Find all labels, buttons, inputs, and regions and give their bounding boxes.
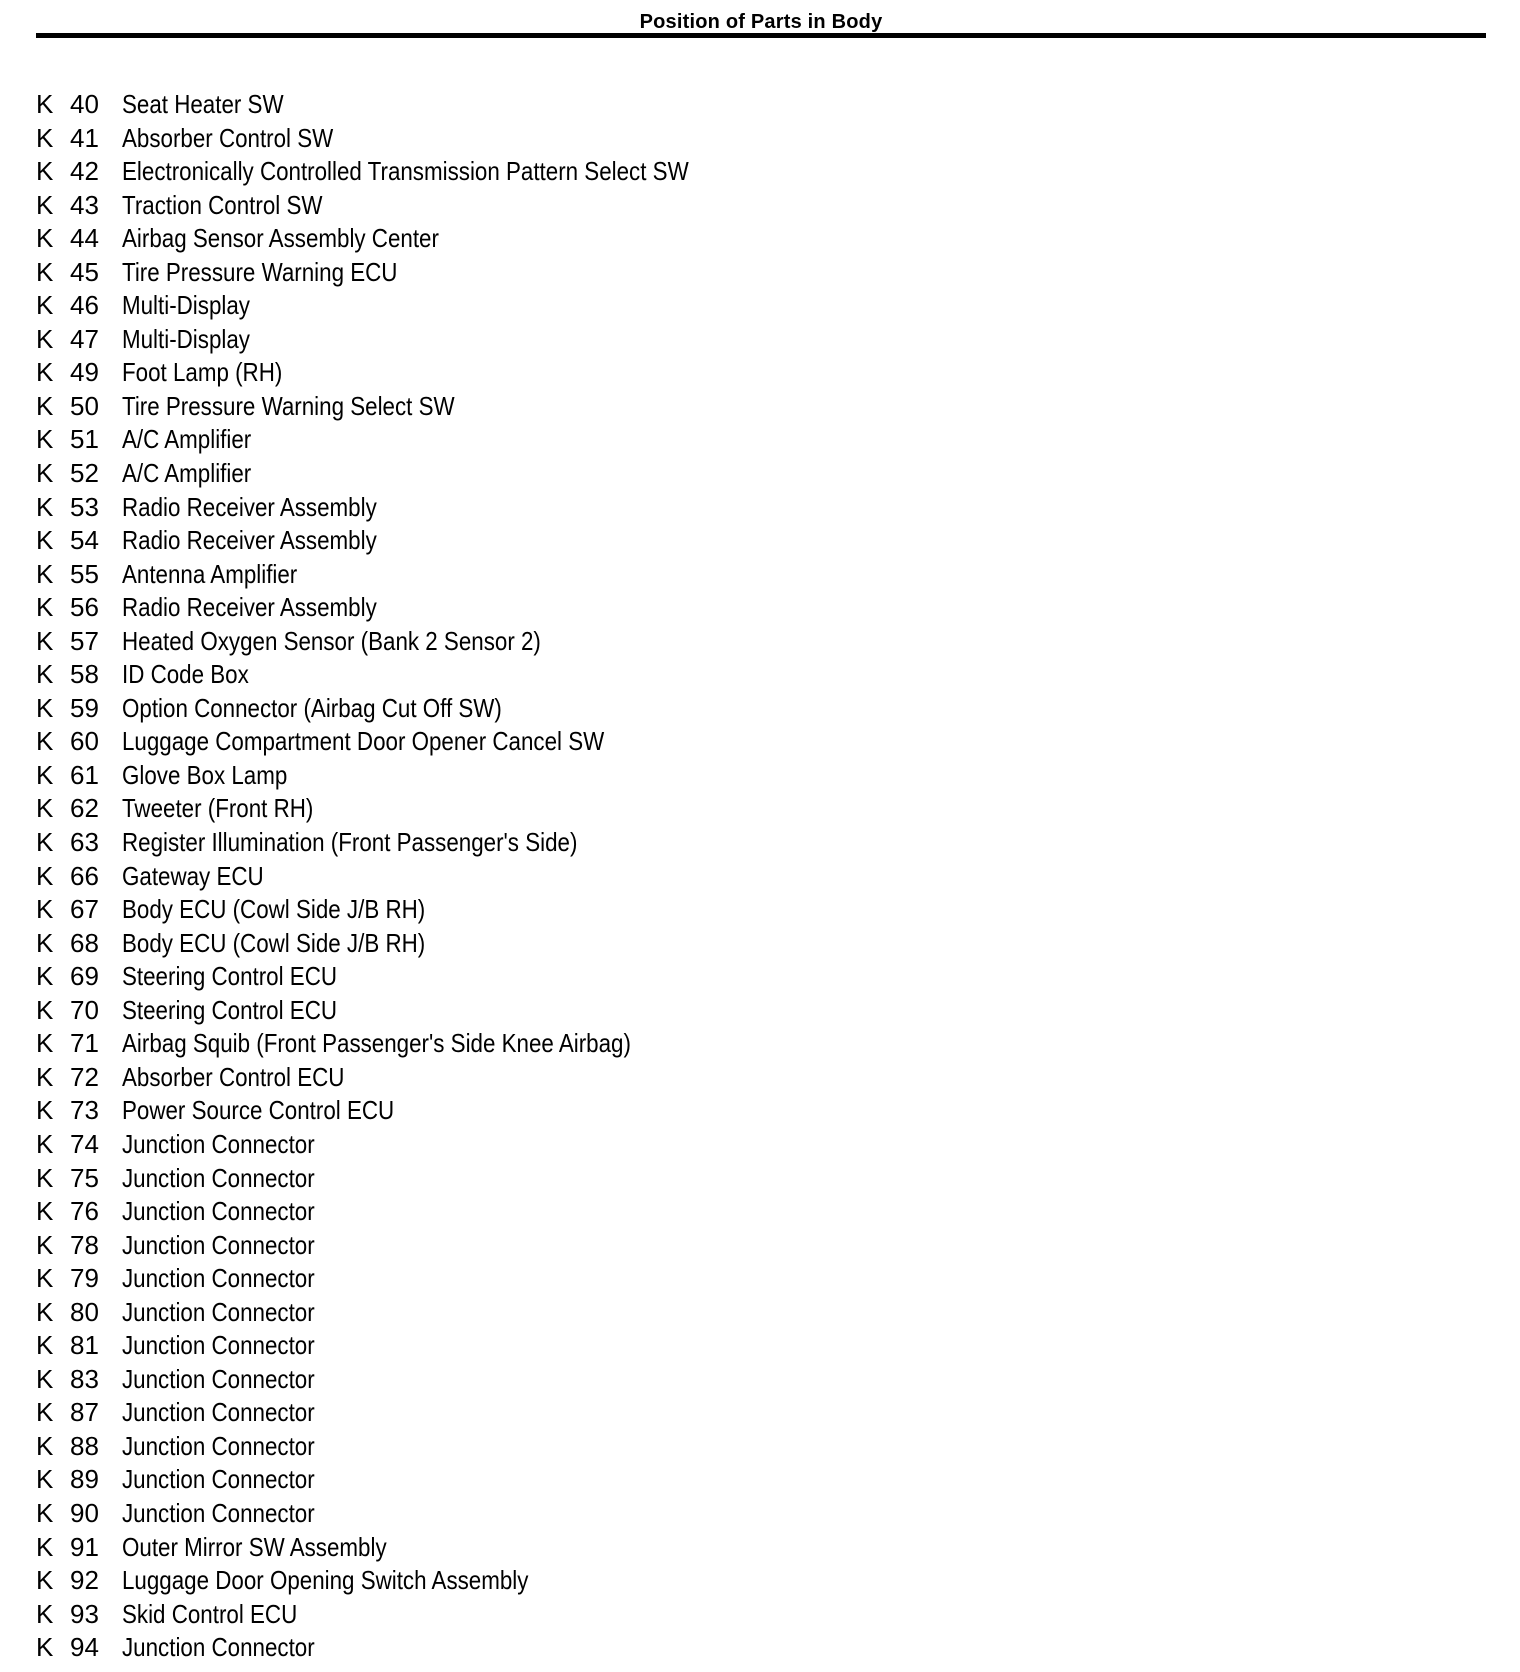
part-number: 41 [70, 122, 99, 153]
part-name: Electronically Controlled Transmission Pattern Select SW [122, 156, 689, 187]
part-name: Junction Connector [122, 1363, 315, 1394]
part-prefix: K [36, 1229, 54, 1260]
part-name: Junction Connector [122, 1162, 315, 1193]
part-name: Junction Connector [122, 1196, 315, 1227]
part-number: 72 [70, 1061, 99, 1092]
part-prefix: K [36, 1263, 54, 1294]
part-prefix: K [36, 726, 54, 757]
part-prefix: K [36, 827, 54, 858]
part-name: Luggage Compartment Door Opener Cancel SW [122, 726, 605, 757]
part-name: Junction Connector [122, 1296, 315, 1327]
part-prefix: K [36, 156, 54, 187]
part-name: Junction Connector [122, 1464, 315, 1495]
part-number: 90 [70, 1497, 99, 1528]
part-number: 83 [70, 1363, 99, 1394]
part-number: 68 [70, 927, 99, 958]
part-name: Body ECU (Cowl Side J/B RH) [122, 927, 426, 958]
part-name: Option Connector (Airbag Cut Off SW) [122, 692, 502, 723]
part-prefix: K [36, 894, 54, 925]
part-name: ID Code Box [122, 659, 249, 690]
part-number: 46 [70, 290, 99, 321]
part-prefix: K [36, 122, 54, 153]
part-name: Junction Connector [122, 1397, 315, 1428]
part-prefix: K [36, 1430, 54, 1461]
part-prefix: K [36, 625, 54, 656]
part-name: Junction Connector [122, 1430, 315, 1461]
part-name: A/C Amplifier [122, 458, 252, 489]
part-prefix: K [36, 558, 54, 589]
part-number: 58 [70, 659, 99, 690]
part-prefix: K [36, 491, 54, 522]
part-name: Seat Heater SW [122, 89, 284, 119]
part-number: 55 [70, 558, 99, 589]
part-prefix: K [36, 223, 54, 254]
part-number: 73 [70, 1095, 99, 1126]
part-name: Radio Receiver Assembly [122, 592, 377, 623]
part-number: 61 [70, 759, 99, 790]
part-name: Steering Control ECU [122, 994, 337, 1025]
part-number: 53 [70, 491, 99, 522]
part-name: Junction Connector [122, 1497, 315, 1528]
part-number: 56 [70, 592, 99, 623]
part-prefix: K [36, 323, 54, 354]
part-number: 49 [70, 357, 99, 388]
part-prefix: K [36, 1095, 54, 1126]
part-prefix: K [36, 961, 54, 992]
part-prefix: K [36, 1397, 54, 1428]
part-name: Glove Box Lamp [122, 759, 288, 790]
part-number: 91 [70, 1531, 99, 1562]
part-prefix: K [36, 256, 54, 287]
part-number: 81 [70, 1330, 99, 1361]
part-name: Junction Connector [122, 1330, 315, 1361]
part-number: 75 [70, 1162, 99, 1193]
part-prefix: K [36, 927, 54, 958]
part-number: 79 [70, 1263, 99, 1294]
part-name: Absorber Control ECU [122, 1061, 345, 1092]
part-name: Traction Control SW [122, 189, 323, 220]
part-prefix: K [36, 1162, 54, 1193]
part-prefix: K [36, 1028, 54, 1059]
part-prefix: K [36, 1061, 54, 1092]
part-prefix: K [36, 525, 54, 556]
part-number: 50 [70, 390, 99, 421]
part-prefix: K [36, 1632, 54, 1663]
part-number: 47 [70, 323, 99, 354]
part-prefix: K [36, 1363, 54, 1394]
part-name: Outer Mirror SW Assembly [122, 1531, 387, 1562]
part-prefix: K [36, 1598, 54, 1629]
page-title: Position of Parts in Body [639, 11, 883, 33]
part-number: 76 [70, 1196, 99, 1227]
part-name: Absorber Control SW [122, 122, 334, 153]
part-number: 71 [70, 1028, 99, 1059]
part-number: 62 [70, 793, 99, 824]
part-name: Heated Oxygen Sensor (Bank 2 Sensor 2) [122, 625, 541, 656]
part-prefix: K [36, 1464, 54, 1495]
part-number: 92 [70, 1565, 99, 1596]
part-number: 51 [70, 424, 99, 455]
part-name: Junction Connector [122, 1632, 315, 1663]
part-prefix: K [36, 189, 54, 220]
part-number: 89 [70, 1464, 99, 1495]
part-number: 57 [70, 625, 99, 656]
part-number: 52 [70, 458, 99, 489]
part-name: Antenna Amplifier [122, 558, 298, 589]
part-number: 94 [70, 1632, 99, 1663]
part-prefix: K [36, 1565, 54, 1596]
part-prefix: K [36, 860, 54, 891]
part-prefix: K [36, 659, 54, 690]
part-prefix: K [36, 759, 54, 790]
part-number: 59 [70, 692, 99, 723]
part-name: Airbag Squib (Front Passenger's Side Knee Airbag) [122, 1028, 631, 1059]
part-name: Multi-Display [122, 323, 250, 354]
part-number: 44 [70, 223, 99, 254]
part-number: 69 [70, 961, 99, 992]
part-number: 80 [70, 1296, 99, 1327]
part-number: 74 [70, 1128, 99, 1159]
part-number: 93 [70, 1598, 99, 1629]
part-name: Tweeter (Front RH) [122, 793, 314, 824]
part-prefix: K [36, 592, 54, 623]
part-prefix: K [36, 424, 54, 455]
part-number: 67 [70, 894, 99, 925]
part-name: Steering Control ECU [122, 961, 337, 992]
part-number: 78 [70, 1229, 99, 1260]
part-number: 43 [70, 189, 99, 220]
part-name: Radio Receiver Assembly [122, 525, 377, 556]
part-prefix: K [36, 458, 54, 489]
part-prefix: K [36, 1196, 54, 1227]
part-prefix: K [36, 994, 54, 1025]
part-name: Junction Connector [122, 1229, 315, 1260]
part-name: Luggage Door Opening Switch Assembly [122, 1565, 529, 1596]
part-name: Airbag Sensor Assembly Center [122, 223, 439, 254]
part-name: Junction Connector [122, 1263, 315, 1294]
part-prefix: K [36, 1497, 54, 1528]
part-prefix: K [36, 692, 54, 723]
part-name: Body ECU (Cowl Side J/B RH) [122, 894, 426, 925]
part-name: Skid Control ECU [122, 1598, 298, 1629]
part-name: Tire Pressure Warning ECU [122, 256, 398, 287]
part-name: Power Source Control ECU [122, 1095, 395, 1126]
part-prefix: K [36, 793, 54, 824]
part-prefix: K [36, 357, 54, 388]
part-number: 45 [70, 256, 99, 287]
part-prefix: K [36, 1531, 54, 1562]
part-prefix: K [36, 390, 54, 421]
part-name: Gateway ECU [122, 860, 264, 891]
part-name: Junction Connector [122, 1128, 315, 1159]
part-number: 88 [70, 1430, 99, 1461]
part-name: Foot Lamp (RH) [122, 357, 283, 388]
part-name: Multi-Display [122, 290, 250, 321]
part-prefix: K [36, 1296, 54, 1327]
part-prefix: K [36, 1128, 54, 1159]
part-number: 40 [70, 89, 99, 119]
part-prefix: K [36, 89, 54, 119]
part-prefix: K [36, 290, 54, 321]
part-number: 60 [70, 726, 99, 757]
part-name: Tire Pressure Warning Select SW [122, 390, 455, 421]
part-name: Radio Receiver Assembly [122, 491, 377, 522]
part-name: A/C Amplifier [122, 424, 252, 455]
part-number: 70 [70, 994, 99, 1025]
part-prefix: K [36, 1330, 54, 1361]
part-number: 42 [70, 156, 99, 187]
part-number: 66 [70, 860, 99, 891]
part-name: Register Illumination (Front Passenger's Side) [122, 827, 578, 858]
part-number: 54 [70, 525, 99, 556]
part-number: 63 [70, 827, 99, 858]
part-number: 87 [70, 1397, 99, 1428]
header-rule [36, 33, 1486, 38]
